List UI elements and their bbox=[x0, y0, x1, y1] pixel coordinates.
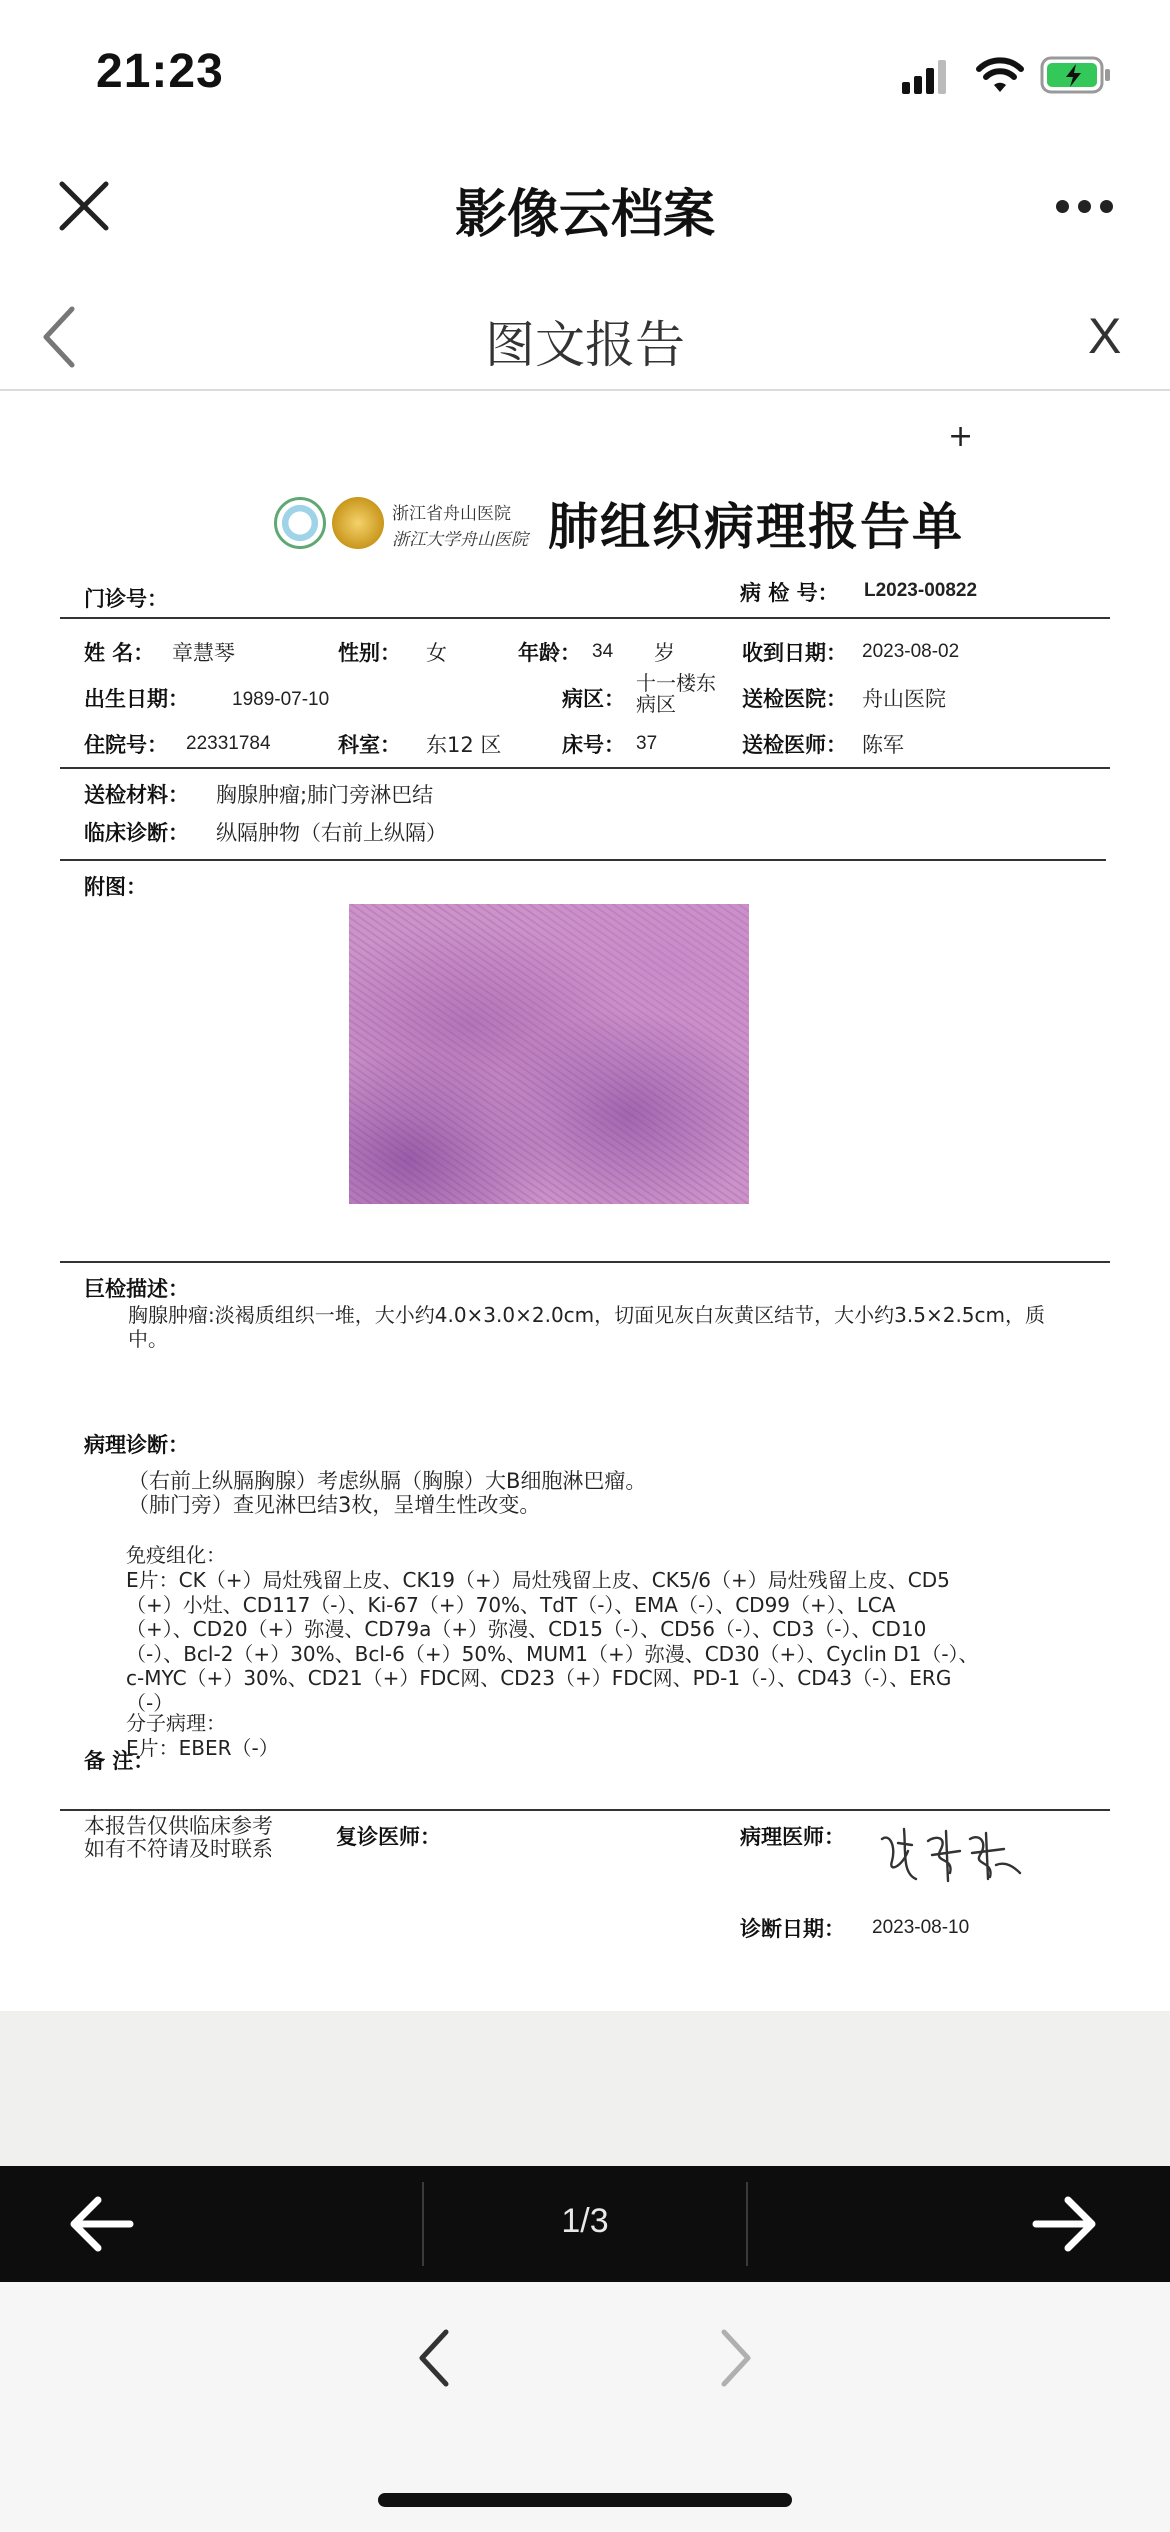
ihc-line: E片：CK（+）局灶残留上皮、CK19（+）局灶残留上皮、CK5/6（+）局灶残留上皮、CD5 bbox=[126, 1568, 950, 1592]
ward-label: 病区： bbox=[562, 687, 625, 711]
inpatient-no: 22331784 bbox=[186, 733, 271, 754]
specimen: 胸腺肿瘤;肺门旁淋巴结 bbox=[216, 783, 434, 807]
status-time: 21:23 bbox=[96, 45, 224, 98]
department-label: 科室： bbox=[338, 733, 401, 757]
sub-close-button[interactable]: X bbox=[1088, 308, 1122, 364]
university-hospital-name: 浙江大学舟山医院 bbox=[392, 530, 528, 550]
pathologist-label: 病理医师： bbox=[740, 1825, 845, 1849]
page-title: 影像云档案 bbox=[454, 185, 715, 245]
ihc-line: （-）、Bcl-2（+）30%、Bcl-6（+）50%、MUM1（+）弥漫、CD30（+）、Cyclin D1（-）、 bbox=[126, 1641, 979, 1666]
ward: 十一楼东病区 bbox=[636, 671, 716, 716]
review-doctor-label: 复诊医师： bbox=[336, 1825, 441, 1849]
ihc-line: （+）、CD20（+）弥漫、CD79a（+）弥漫、CD15（-）、CD56（-）、CD3（-）、CD10 bbox=[126, 1617, 927, 1641]
gross-description bbox=[128, 1303, 1088, 1351]
hospital-name: 浙江省舟山医院 bbox=[392, 504, 511, 524]
gross-description-line: 胸腺肿瘤:淡褐质组织一堆，大小约4.0×3.0×2.0cm，切面见灰白灰黄区结节，大小约3.5×2.5cm，质 bbox=[128, 1303, 1046, 1327]
pathology-no-label: 病 检 号： bbox=[740, 581, 839, 605]
inpatient-no-label: 住院号： bbox=[84, 733, 168, 757]
pathologist-signature bbox=[876, 1821, 1026, 1891]
age-label: 年龄： bbox=[518, 641, 581, 665]
home-indicator[interactable] bbox=[378, 2493, 792, 2507]
ihc-line: c-MYC（+）30%、CD21（+）FDC网、CD23（+）FDC网、PD-1（-）、CD43（-）、ERG bbox=[126, 1666, 952, 1690]
doctor-label: 送检医师： bbox=[742, 733, 847, 757]
top-nav bbox=[0, 150, 1170, 260]
remarks-label: 备 注： bbox=[84, 1749, 155, 1773]
ihc-title: 免疫组化： bbox=[126, 1543, 226, 1567]
disclaimer-line: 本报告仅供临床参考 bbox=[84, 1814, 273, 1838]
cellular-signal-icon bbox=[902, 60, 948, 94]
arrow-right-icon[interactable] bbox=[1032, 2194, 1098, 2254]
clinic-no-label: 门诊号： bbox=[84, 587, 168, 611]
name-label: 姓 名： bbox=[84, 641, 155, 665]
sex-label: 性别： bbox=[338, 641, 401, 665]
hospital-logo-icon bbox=[274, 497, 326, 549]
report-title: 肺组织病理报告单 bbox=[548, 497, 964, 556]
molecular-result: E片：EBER（-） bbox=[126, 1736, 279, 1760]
microscopy-image[interactable] bbox=[349, 904, 749, 1204]
page-counter: 1/3 bbox=[561, 2202, 609, 2240]
status-bar bbox=[0, 0, 1170, 140]
patient-sex: 女 bbox=[426, 641, 447, 665]
birth-date: 1989-07-10 bbox=[232, 689, 330, 710]
hospital-logo-group bbox=[274, 493, 536, 553]
pathology-diagnosis-label: 病理诊断： bbox=[84, 1433, 189, 1457]
gross-description-line: 中。 bbox=[128, 1327, 168, 1351]
divider bbox=[60, 1261, 1110, 1263]
bed: 37 bbox=[636, 733, 658, 754]
diagnosis-line: （肺门旁）查见淋巴结3枚，呈增生性改变。 bbox=[128, 1493, 541, 1517]
divider bbox=[60, 1809, 1110, 1811]
viewer-background bbox=[0, 2011, 1170, 2166]
gross-description-label: 巨检描述： bbox=[84, 1277, 189, 1301]
clinical-diagnosis-label: 临床诊断： bbox=[84, 821, 189, 845]
hospital-label: 送检医院： bbox=[742, 687, 847, 711]
attached-image-label: 附图： bbox=[84, 875, 147, 899]
ihc-results bbox=[126, 1568, 1076, 1715]
doctor: 陈军 bbox=[862, 733, 904, 757]
sub-page-title: 图文报告 bbox=[485, 316, 685, 374]
pager-separator bbox=[746, 2182, 748, 2266]
pathology-no: L2023-00822 bbox=[864, 580, 978, 601]
received-date: 2023-08-02 bbox=[862, 641, 960, 662]
wifi-icon bbox=[975, 56, 1025, 96]
university-seal-icon bbox=[332, 497, 384, 549]
diagnosis-date-label: 诊断日期： bbox=[740, 1917, 845, 1941]
molecular-title: 分子病理： bbox=[126, 1711, 226, 1735]
pathology-diagnosis bbox=[128, 1469, 1088, 1517]
patient-name: 章慧琴 bbox=[172, 641, 235, 665]
birth-date-label: 出生日期： bbox=[84, 687, 189, 711]
diagnosis-date: 2023-08-10 bbox=[872, 1917, 970, 1938]
disclaimer bbox=[84, 1815, 273, 1861]
hospital: 舟山医院 bbox=[862, 687, 946, 711]
age-unit: 岁 bbox=[654, 641, 675, 665]
bed-label: 床号： bbox=[562, 733, 625, 757]
ihc-line: （+）小灶、CD117（-）、Ki-67（+）70%、TdT（-）、EMA（-）、CD99（+）、LCA bbox=[126, 1592, 896, 1617]
clinical-diagnosis: 纵隔肿物（右前上纵隔） bbox=[216, 821, 447, 845]
divider bbox=[60, 617, 1110, 619]
pathology-report bbox=[0, 393, 1170, 2011]
disclaimer-line: 如有不符请及时联系 bbox=[84, 1837, 273, 1861]
more-options-icon[interactable] bbox=[1056, 200, 1114, 214]
browser-back-icon[interactable] bbox=[416, 2328, 452, 2388]
pager-toolbar bbox=[0, 2166, 1170, 2282]
ihc-line: （-） bbox=[126, 1690, 174, 1715]
department: 东12 区 bbox=[426, 733, 502, 757]
diagnosis-line: （右前上纵膈胸腺）考虑纵膈（胸腺）大B细胞淋巴瘤。 bbox=[128, 1469, 647, 1493]
battery-charging-icon bbox=[1040, 56, 1112, 94]
browser-forward-icon[interactable] bbox=[718, 2328, 754, 2388]
sub-nav bbox=[0, 285, 1170, 391]
received-date-label: 收到日期： bbox=[742, 641, 847, 665]
divider bbox=[60, 859, 1106, 861]
divider bbox=[60, 767, 1110, 769]
plus-mark: + bbox=[948, 419, 974, 454]
specimen-label: 送检材料： bbox=[84, 783, 189, 807]
patient-age: 34 bbox=[592, 641, 614, 662]
